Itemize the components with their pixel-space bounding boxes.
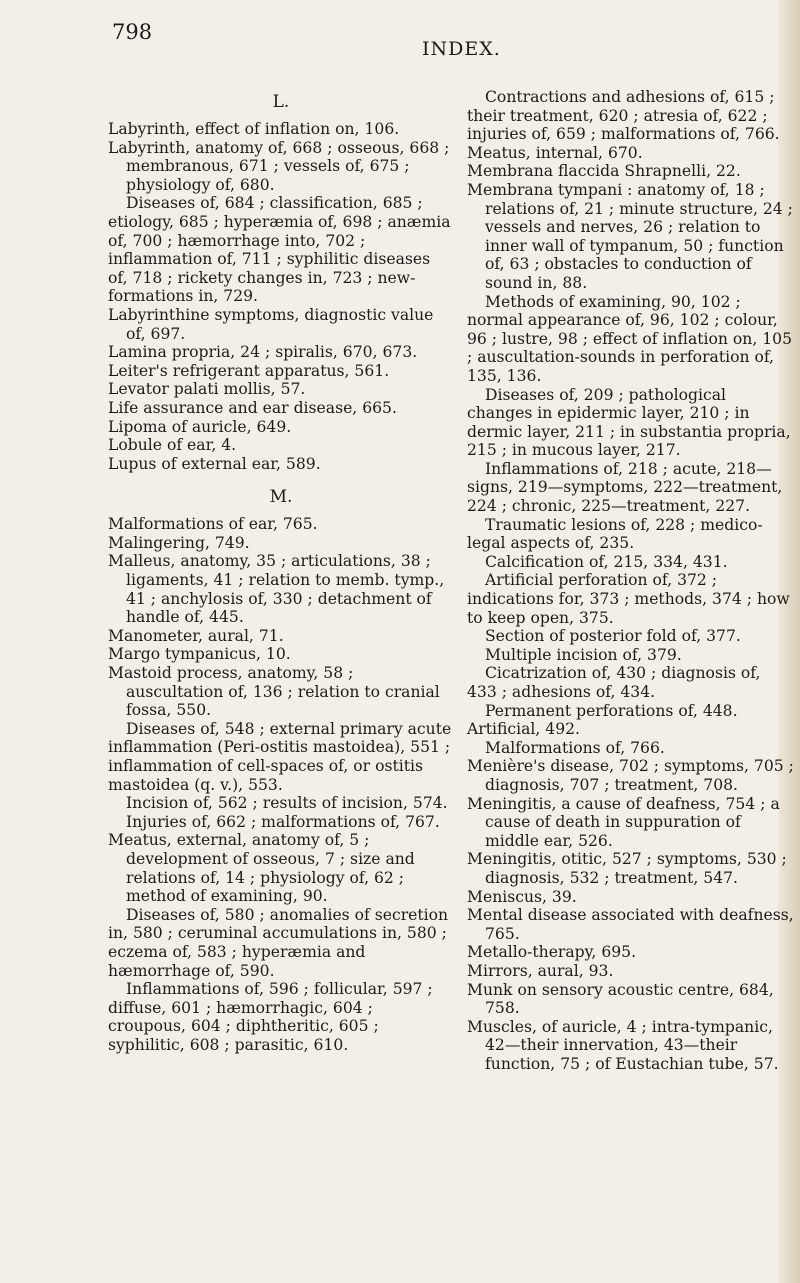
index-entry: Malleus, anatomy, 35 ; articulations, 38 ; ligaments, 41 ; relation to memb. tymp., 41 ; anchylosis of, 330 ; detachment of handle of, 445.	[108, 552, 445, 627]
index-entry: Manometer, aural, 71.	[108, 626, 284, 645]
index-entry: Life assurance and ear disease, 665.	[108, 398, 397, 417]
index-entry: Leiter's refrigerant apparatus, 561.	[108, 361, 390, 380]
index-subentry: Cicatrization of, 430 ; diagnosis of, 433 ; adhesions of, 434.	[467, 664, 761, 701]
index-subentry: Contractions and adhesions of, 615 ; their treatment, 620 ; atresia of, 622 ; injuries of, 659 ; malformations of, 766.	[467, 88, 780, 144]
index-entry: Mirrors, aural, 93.	[467, 961, 614, 980]
index-subentry: Diseases of, 209 ; pathological changes in epidermic layer, 210 ; in dermic layer, 211 ; in substantia propria, 215 ; in mucous layer, 217.	[467, 385, 791, 460]
index-entry: Muscles, of auricle, 4 ; intra-tympanic, 42—their innervation, 43—their function, 75 ; of Eustachian tube, 57.	[467, 1017, 779, 1073]
index-entry: Mastoid process, anatomy, 58 ; auscultation of, 136 ; relation to cranial fossa, 550.	[108, 664, 440, 720]
index-subentry: Malformations of, 766.	[485, 738, 665, 757]
index-subentry: Section of posterior fold of, 377.	[485, 627, 741, 646]
index-entry: Lipoma of auricle, 649.	[108, 417, 292, 436]
index-subentry: Diseases of, 684 ; classification, 685 ; etiology, 685 ; hyperæmia of, 698 ; anæmia of, 700 ; hæmorrhage into, 702 ; inflammation of, 711 ; syphilitic diseases of, 718 ; rickety changes in, 723 ; new-formations in, 729.	[108, 194, 451, 306]
index-entry: Lupus of external ear, 589.	[108, 454, 321, 473]
section-letter: M.	[269, 487, 293, 508]
index-entry: Labyrinthine symptoms, diagnostic value of, 697.	[108, 305, 434, 343]
section-letter: L.	[272, 92, 290, 112]
index-entry: Lobule of ear, 4.	[108, 436, 237, 455]
index-entry: Munk on sensory acoustic centre, 684, 758.	[467, 980, 774, 1018]
index-entry: Meningitis, a cause of deafness, 754 ; a cause of death in suppuration of middle ear, 526.	[467, 794, 780, 850]
index-entry: Labyrinth, effect of inflation on, 106.	[108, 120, 400, 138]
index-subentry: Inflammations of, 218 ; acute, 218—signs, 219—symptoms, 222—treatment, 224 ; chronic, 225—treatment, 227.	[467, 459, 783, 516]
index-subentry: Permanent perforations of, 448. Artificial, 492.	[467, 701, 738, 739]
index-entry: Membrana flaccida Shrapnelli, 22.	[467, 162, 741, 181]
index-entry: Margo tympanicus, 10.	[108, 645, 291, 664]
index-subentry: Diseases of, 580 ; anomalies of secretion in, 580 ; ceruminal accumulations in, 580 ; eczema of, 583 ; hyperæmia and hæmorrhage of, 590.	[108, 905, 449, 980]
index-entry: Lamina propria, 24 ; spiralis, 670, 673.	[108, 343, 418, 362]
index-subentry: Calcification of, 215, 334, 431.	[485, 552, 728, 571]
index-subentry: Artificial perforation of, 372 ; indications for, 373 ; methods, 374 ; how to keep open, 375.	[467, 571, 790, 627]
index-entry: Meatus, internal, 670.	[467, 143, 643, 162]
index-subentry: Methods of examining, 90, 102 ; normal appearance of, 96, 102 ; colour, 96 ; lustre, 98 ; effect of inflation on, 105 ; auscultation-sounds in perforation of, 135, 136.	[467, 292, 793, 385]
index-entry: Malingering, 749.	[108, 533, 250, 552]
index-entry: Menière's disease, 702 ; symptoms, 705 ; diagnosis, 707 ; treatment, 708.	[467, 757, 794, 794]
left-column	[108, 88, 454, 1055]
index-subentry: Incision of, 562 ; results of incision, 574.	[126, 794, 448, 813]
index-entry: Meatus, external, anatomy of, 5 ; development of osseous, 7 ; size and relations of, 14 ; physiology of, 62 ; method of examining, 90.	[108, 831, 415, 906]
right-column	[467, 88, 795, 1073]
index-subentry: Injuries of, 662 ; malformations of, 767.	[126, 812, 440, 831]
index-entry: Labyrinth, anatomy of, 668 ; osseous, 668 ; membranous, 671 ; vessels of, 675 ; physiology of, 680.	[108, 138, 450, 194]
index-entry: Malformations of ear, 765.	[108, 515, 318, 534]
index-subentry: Inflammations of, 596 ; follicular, 597 ; diffuse, 601 ; hæmorrhagic, 604 ; croupous, 604 ; diphtheritic, 605 ; syphilitic, 608 ; parasitic, 610.	[108, 980, 433, 1054]
index-subentry: Traumatic lesions of, 228 ; medico-legal aspects of, 235.	[467, 515, 763, 553]
index-entry: Levator palati mollis, 57.	[108, 380, 306, 399]
index-entry: Meniscus, 39.	[467, 887, 577, 906]
page-number: 798	[112, 20, 153, 44]
index-entry: Meningitis, otitic, 527 ; symptoms, 530 ; diagnosis, 532 ; treatment, 547.	[467, 850, 787, 887]
index-entry: Mental disease associated with deafness, 765.	[467, 906, 794, 943]
index-subentry: Diseases of, 548 ; external primary acute inflammation (Peri-ostitis mastoidea), 551 ; inflammation of cell-spaces of, or ostitis mastoidea (q. v.), 553.	[108, 719, 452, 794]
index-entry: Membrana tympani : anatomy of, 18 ; relations of, 21 ; minute structure, 24 ; vessels and nerves, 26 ; relation to inner wall of tympanum, 50 ; function of, 63 ; obstacles to conduction of sound in, 88.	[467, 180, 793, 292]
running-title: INDEX.	[422, 38, 501, 60]
index-subentry: Multiple incision of, 379.	[485, 645, 682, 664]
index-entry: Metallo-therapy, 695.	[467, 943, 637, 962]
